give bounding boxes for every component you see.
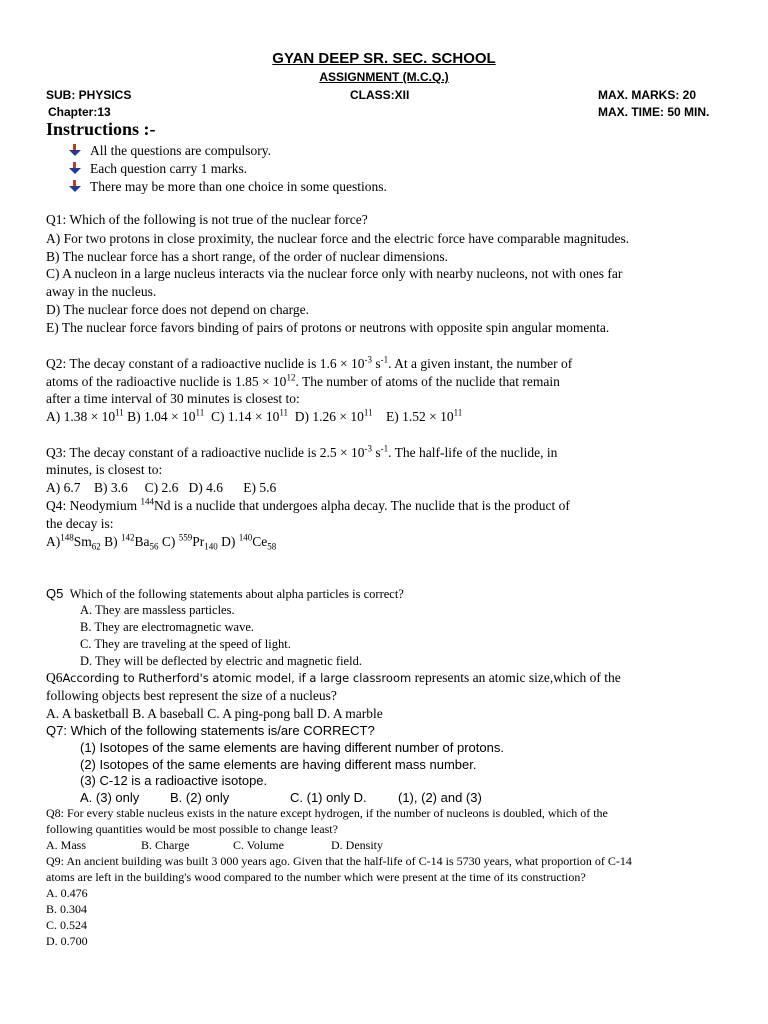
q4-options: $A)^{148}Sm_{62}$ B) $^{142}Ba_{56}$ C) $^{559}Pr_{140}$ D) $^{140}Ce_{58}$ — [46, 532, 277, 552]
q1-option-d: D) The nuclear force does not depend on charge. — [46, 302, 310, 317]
instructions-title: Instructions :- — [46, 119, 156, 139]
q9-stem-line2: atoms are left in the building's wood compared to the number which were present at the time of its construction? — [46, 870, 586, 884]
q3-options: A) 6.7 B) 3.6 C) 2.6 D) 4.6 E) 5.6 — [46, 480, 277, 495]
q6-stem-line1: Q6According to Rutherford's atomic model, if a large classroom represents an atomic size,which of the — [46, 670, 621, 685]
q9-option-a: A. 0.476 — [46, 886, 88, 900]
q8-option-c: C. Volume — [233, 838, 284, 852]
subject-label: SUB: PHYSICS — [46, 88, 132, 102]
q6-options: A. A basketball B. A baseball C. A ping-pong ball D. A marble — [46, 706, 383, 721]
q7-statement-1: (1) Isotopes of the same elements are having different number of protons. — [80, 740, 504, 755]
q1-option-c: C) A nucleon in a large nucleus interacts via the nuclear force only with nearby nucleons, not with ones far — [46, 266, 623, 281]
school-name: GYAN DEEP SR. SEC. SCHOOL — [272, 50, 496, 67]
down-arrow-bullet-icon — [69, 162, 81, 174]
q9-option-c: C. 0.524 — [46, 918, 88, 932]
class-label: CLASS:XII — [350, 88, 410, 102]
q3-stem-line2: minutes, is closest to: — [46, 462, 163, 477]
q1-option-b: B) The nuclear force has a short range, of the order of nuclear dimensions. — [46, 249, 448, 264]
q1-option-a: A) For two protons in close proximity, the nuclear force and the electric force have comparable magnitudes. — [46, 231, 630, 246]
q7-option-b: B. (2) only — [170, 790, 230, 805]
q4-stem-line2: the decay is: — [46, 516, 114, 531]
q7-stem: Q7: Which of the following statements is/are CORRECT? — [46, 723, 375, 738]
q8-option-d: D. Density — [331, 838, 383, 852]
q5-stem: Q5 Which of the following statements about alpha particles is correct? — [46, 586, 404, 601]
chapter-label: Chapter:13 — [48, 105, 111, 119]
q2-stem-line2: atoms of the radioactive nuclide is $1.85 \times 10^{12}$. The number of atoms of the nuclide that remain — [46, 372, 560, 389]
q5-option-d: D. They will be deflected by electric and magnetic field. — [80, 654, 362, 668]
q4-stem-line1: Q4: Neodymium $^{144}$Nd is a nuclide that undergoes alpha decay. The nuclide that is the product of — [46, 496, 570, 513]
q8-option-b: B. Charge — [141, 838, 190, 852]
max-time-label: MAX. TIME: 50 MIN. — [598, 105, 710, 119]
instruction-item: All the questions are compulsory. — [69, 143, 271, 159]
instruction-item: Each question carry 1 marks. — [69, 161, 247, 177]
q7-statement-2: (2) Isotopes of the same elements are having different mass number. — [80, 757, 477, 772]
q5-option-c: C. They are traveling at the speed of light. — [80, 637, 291, 651]
q1-option-c-cont: away in the nucleus. — [46, 284, 157, 299]
assignment-title: ASSIGNMENT (M.C.Q.) — [319, 70, 449, 84]
q3-stem-line1: Q3: The decay constant of a radioactive nuclide is $2.5 \times 10^{-3}$ $s^{-1}$. The half-life of the nuclide, in — [46, 443, 558, 460]
q8-option-a: A. Mass — [46, 838, 87, 852]
q9-stem-line1: Q9: An ancient building was built 3 000 years ago. Given that the half-life of C-14 is 5730 years, what proportion of C-14 — [46, 854, 632, 868]
down-arrow-bullet-icon — [69, 144, 81, 156]
down-arrow-bullet-icon — [69, 180, 81, 192]
q8-stem-line1: Q8: For every stable nucleus exists in the nature except hydrogen, if the number of nucleons is doubled, which of the — [46, 806, 608, 820]
q7-option-d: (1), (2) and (3) — [398, 790, 482, 805]
q5-option-b: B. They are electromagnetic wave. — [80, 620, 254, 634]
instruction-item: There may be more than one choice in some questions. — [69, 179, 387, 195]
q7-option-a: A. (3) only — [80, 790, 140, 805]
q2-stem-line3: after a time interval of 30 minutes is closest to: — [46, 391, 300, 406]
max-marks-label: MAX. MARKS: 20 — [598, 88, 697, 102]
q7-statement-3: (3) C-12 is a radioactive isotope. — [80, 773, 268, 788]
q5-option-a: A. They are massless particles. — [80, 603, 235, 617]
q1-stem: Q1: Which of the following is not true of the nuclear force? — [46, 212, 368, 227]
q9-option-d: D. 0.700 — [46, 934, 88, 948]
q6-stem-line2: following objects best represent the size of a nucleus? — [46, 688, 337, 703]
q8-stem-line2: following quantities would be most possible to change least? — [46, 822, 338, 836]
q2-stem-line1: Q2: The decay constant of a radioactive nuclide is $1.6 \times 10^{-3}$ $s^{-1}$. At a given instant, the number of — [46, 354, 573, 371]
q1-option-e: E) The nuclear force favors binding of pairs of protons or neutrons with opposite spin angular momenta. — [46, 320, 610, 335]
q9-option-b: B. 0.304 — [46, 902, 88, 916]
q7-option-c: C. (1) only D. — [290, 790, 367, 805]
q2-options: A) $1.38 \times 10^{11}$ B) $1.04 \times 10^{11}$ C) $1.14 \times 10^{11}$ D) $1.26 \times 10^{11}$ E) $1.52 \times 10^{11}$ — [46, 407, 463, 424]
